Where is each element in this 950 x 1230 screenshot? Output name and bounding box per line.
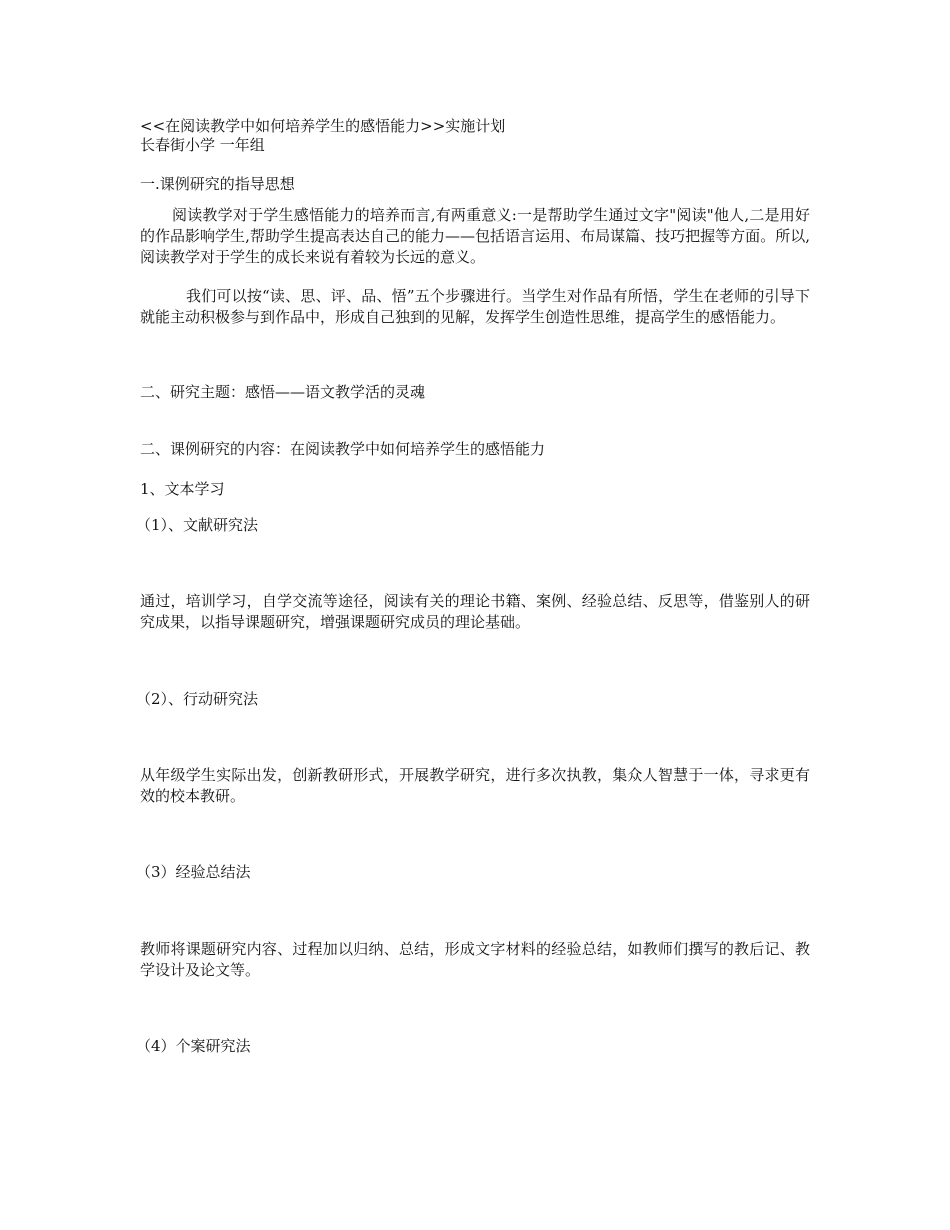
method4-heading: （4）个案研究法 [136, 1037, 251, 1055]
section1-paragraph-1: 阅读教学对于学生感悟能力的培养而言,有两重意义:一是帮助学生通过文字"阅读"他人,二是用好的作品影响学生,帮助学生提高表达自己的能力——包括语言运用、布局谋篇、技巧把握等方面。所以,阅读教学对于学生的成长来说有着较为长远的意义。 [140, 206, 810, 266]
method2-heading: （2）、行动研究法 [136, 690, 259, 708]
method1-heading: （1）、文献研究法 [136, 516, 259, 534]
section2-heading: 二、研究主题：感悟——语文教学活的灵魂 [140, 383, 426, 401]
method3-heading: （3）经验总结法 [136, 863, 251, 881]
item1-heading: 1、文本学习 [140, 480, 225, 498]
method3-paragraph: 教师将课题研究内容、过程加以归纳、总结，形成文字材料的经验总结，如教师们撰写的教后记、教学设计及论文等。 [140, 940, 810, 979]
section3-heading: 二、课例研究的内容：在阅读教学中如何培养学生的感悟能力 [140, 440, 546, 458]
section1-paragraph-2: 我们可以按“读、思、评、品、悟”五个步骤进行。当学生对作品有所悟，学生在老师的引导下就能主动积极参与到作品中，形成自己独到的见解，发挥学生创造性思维，提高学生的感悟能力。 [140, 287, 810, 326]
section1-heading: 一.课例研究的指导思想 [140, 175, 295, 193]
method1-paragraph: 通过，培训学习，自学交流等途径，阅读有关的理论书籍、案例、经验总结、反思等，借鉴别人的研究成果，以指导课题研究，增强课题研究成员的理论基础。 [140, 592, 810, 631]
document-title: <<在阅读教学中如何培养学生的感悟能力>>实施计划 [140, 117, 506, 135]
document-author: 长春街小学 一年组 [140, 136, 265, 154]
method2-paragraph: 从年级学生实际出发，创新教研形式，开展教学研究，进行多次执教，集众人智慧于一体，寻求更有效的校本教研。 [140, 766, 810, 805]
